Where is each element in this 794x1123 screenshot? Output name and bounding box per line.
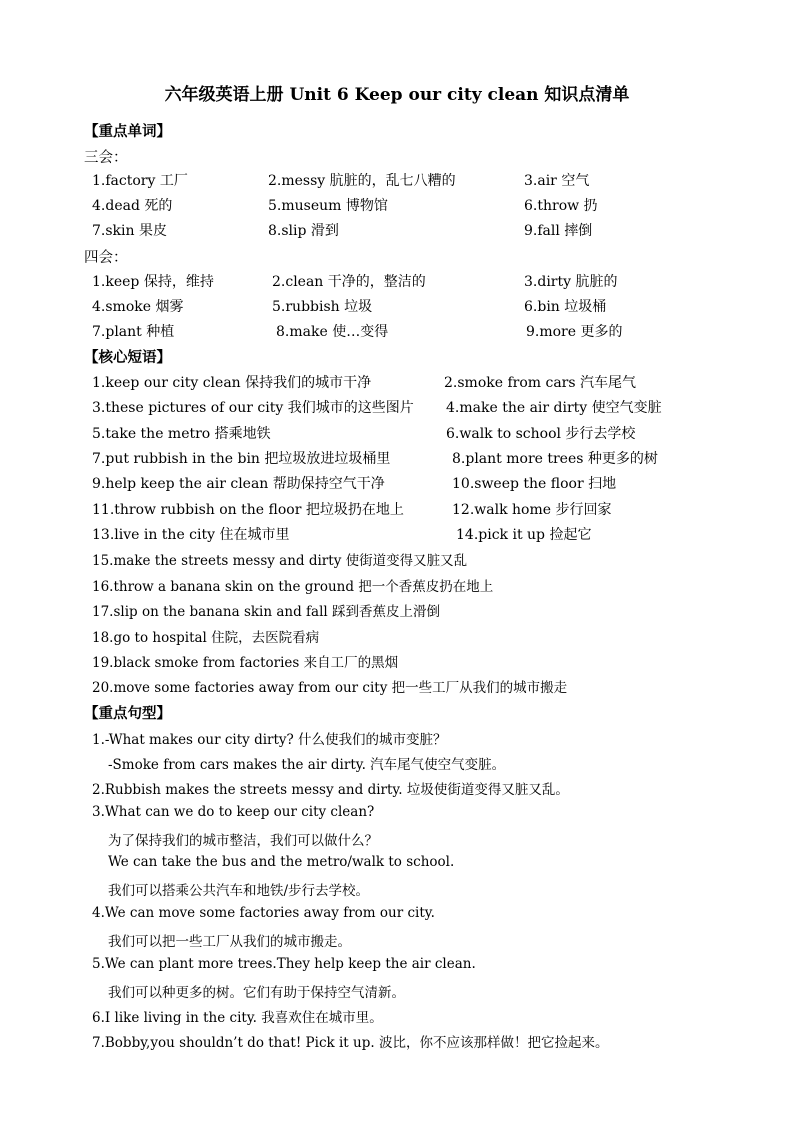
sentence-line: 我们可以把一些工厂从我们的城市搬走。 xyxy=(108,934,351,950)
phrase-row xyxy=(0,524,794,546)
sentence-line: 5.We can plant more trees.They help keep the air clean. xyxy=(92,956,476,972)
sentence-line: 4.We can move some factories away from our city. xyxy=(92,905,435,921)
phrase-item: 15.make the streets messy and dirty 使街道变得又脏又乱 xyxy=(92,553,468,569)
word-item: 5.museum 博物馆 xyxy=(268,198,388,214)
sentence-line: 我们可以搭乘公共汽车和地铁/步行去学校。 xyxy=(108,883,370,899)
word-row xyxy=(0,170,794,192)
word-item: 1.keep 保持，维持 xyxy=(92,274,214,290)
word-item: 7.plant 种植 xyxy=(92,324,175,340)
phrase-item: 4.make the air dirty 使空气变脏 xyxy=(446,400,662,416)
sentence-line: We can take the bus and the metro/walk to school. xyxy=(108,854,455,870)
sanhui-label: 三会： xyxy=(84,150,128,166)
phrase-item: 19.black smoke from factories 来自工厂的黑烟 xyxy=(92,655,399,671)
page-title: 六年级英语上册 Unit 6 Keep our city clean 知识点清单 xyxy=(164,85,630,105)
word-item: 7.skin 果皮 xyxy=(92,223,167,239)
phrase-row xyxy=(0,448,794,470)
sentence-line: 我们可以种更多的树。它们有助于保持空气清新。 xyxy=(108,985,405,1001)
phrase-item: 1.keep our city clean 保持我们的城市干净 xyxy=(92,375,372,391)
phrase-item: 16.throw a banana skin on the ground 把一个香蕉皮扔在地上 xyxy=(92,579,494,595)
sentence-line: 为了保持我们的城市整洁，我们可以做什么？ xyxy=(108,833,378,849)
word-item: 4.dead 死的 xyxy=(92,198,173,214)
word-item: 6.throw 扔 xyxy=(524,198,598,214)
section-heading-words: 【重点单词】 xyxy=(84,123,171,140)
phrase-item: 10.sweep the floor 扫地 xyxy=(452,476,617,492)
phrase-item: 13.live in the city 住在城市里 xyxy=(92,527,290,543)
phrase-row xyxy=(0,473,794,495)
sihui-label: 四会： xyxy=(84,250,128,266)
sentence-line: 2.Rubbish makes the streets messy and dirty. 垃圾使街道变得又脏又乱。 xyxy=(92,782,569,798)
phrase-item: 6.walk to school 步行去学校 xyxy=(446,426,636,442)
sentence-line: 6.I like living in the city. 我喜欢住在城市里。 xyxy=(92,1010,383,1026)
word-item: 9.fall 摔倒 xyxy=(524,223,593,239)
phrase-row xyxy=(0,372,794,394)
section-heading-sentences: 【重点句型】 xyxy=(84,705,171,722)
word-row xyxy=(0,195,794,217)
word-row xyxy=(0,296,794,318)
sentence-line: 1.-What makes our city dirty? 什么使我们的城市变脏？ xyxy=(92,732,447,748)
word-item: 6.bin 垃圾桶 xyxy=(524,299,607,315)
word-row xyxy=(0,321,794,343)
word-item: 2.clean 干净的，整洁的 xyxy=(272,274,426,290)
word-item: 3.air 空气 xyxy=(524,173,590,189)
phrase-item: 5.take the metro 搭乘地铁 xyxy=(92,426,271,442)
phrase-item: 11.throw rubbish on the floor 把垃圾扔在地上 xyxy=(92,502,404,518)
word-item: 8.make 使…变得 xyxy=(276,324,389,340)
word-item: 9.more 更多的 xyxy=(526,324,623,340)
phrase-item: 14.pick it up 捡起它 xyxy=(456,527,592,543)
sentence-line: 3.What can we do to keep our city clean? xyxy=(92,804,375,820)
phrase-item: 18.go to hospital 住院，去医院看病 xyxy=(92,630,320,646)
phrase-item: 7.put rubbish in the bin 把垃圾放进垃圾桶里 xyxy=(92,451,391,467)
word-row xyxy=(0,220,794,242)
phrase-item: 12.walk home 步行回家 xyxy=(452,502,612,518)
phrase-item: 17.slip on the banana skin and fall 踩到香蕉皮上滑倒 xyxy=(92,604,441,620)
phrase-item: 20.move some factories away from our city 把一些工厂从我们的城市搬走 xyxy=(92,680,568,696)
section-heading-phrases: 【核心短语】 xyxy=(84,349,171,366)
word-item: 8.slip 滑到 xyxy=(268,223,339,239)
phrase-row xyxy=(0,499,794,521)
word-item: 5.rubbish 垃圾 xyxy=(272,299,373,315)
word-item: 4.smoke 烟雾 xyxy=(92,299,184,315)
sentence-line: 7.Bobby,you shouldn’t do that! Pick it up. 波比，你不应该那样做！把它捡起来。 xyxy=(92,1035,609,1051)
phrase-row xyxy=(0,423,794,445)
phrase-item: 9.help keep the air clean 帮助保持空气干净 xyxy=(92,476,385,492)
sentence-line: -Smoke from cars makes the air dirty. 汽车尾气使空气变脏。 xyxy=(108,757,506,773)
word-item: 1.factory 工厂 xyxy=(92,173,188,189)
phrase-row xyxy=(0,397,794,419)
phrase-item: 8.plant more trees 种更多的树 xyxy=(452,451,658,467)
word-item: 2.messy 肮脏的，乱七八糟的 xyxy=(268,173,456,189)
word-row xyxy=(0,271,794,293)
phrase-item: 3.these pictures of our city 我们城市的这些图片 xyxy=(92,400,414,416)
word-item: 3.dirty 肮脏的 xyxy=(524,274,618,290)
phrase-item: 2.smoke from cars 汽车尾气 xyxy=(444,375,637,391)
